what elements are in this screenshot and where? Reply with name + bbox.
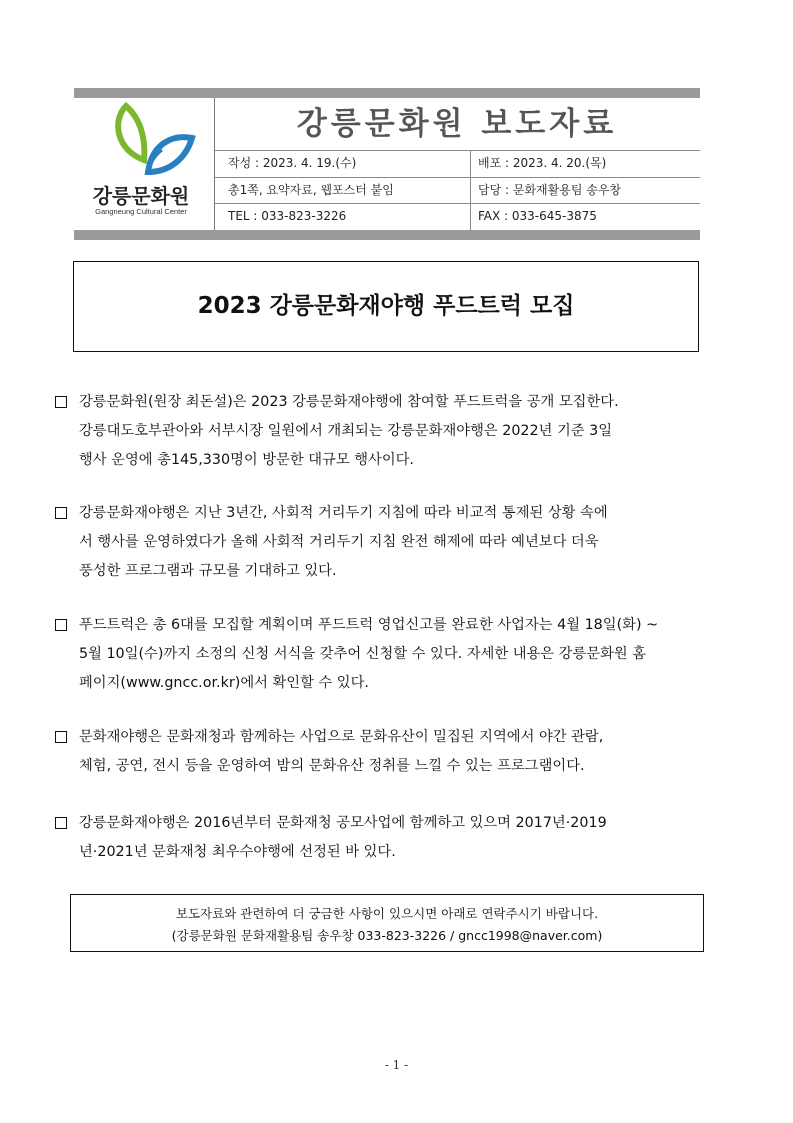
paragraph-line: 체험, 공연, 전시 등을 운영하여 밤의 문화유산 정취를 느낄 수 있는 프로그램이다. [79,758,585,774]
paragraph-line: 문화재야행은 문화재청과 함께하는 사업으로 문화유산이 밀집된 지역에서 야간 관람, [79,729,604,745]
header-top-bar [74,88,700,98]
bullet-box-icon [55,731,67,743]
tel: TEL : 033-823-3226 [228,209,347,223]
contact-line-1: 보도자료와 관련하여 더 궁금한 사항이 있으시면 아래로 연락주시기 바랍니다. [175,906,599,921]
bullet-box-icon [55,396,67,408]
page-title: 강릉문화원 보도자료 [296,106,618,142]
bullet-box-icon [55,817,67,829]
page-number: - 1 - [384,1058,409,1072]
release-date: 배포 : 2023. 4. 20.(목) [478,156,607,170]
paragraph-line: 년·2021년 문화재청 최우수야행에 선정된 바 있다. [79,844,396,860]
headline: 2023 강릉문화재야행 푸드트럭 모집 [197,293,575,319]
header-col-divider [470,150,471,230]
paragraph-line: 풍성한 프로그램과 규모를 기대하고 있다. [79,563,337,579]
bullet-box-icon [55,619,67,631]
paragraph-line: 강릉문화재야행은 2016년부터 문화재청 공모사업에 함께하고 있으며 2017년·2019 [79,815,607,831]
paragraph-line: 서 행사를 운영하였다가 올해 사회적 거리두기 지침 완전 해제에 따라 예년보다 더욱 [79,534,599,550]
contact-person: 담당 : 문화재활용팀 송우창 [478,183,621,197]
logo-name: 강릉문화원 [92,184,190,208]
logo-leaf-icon [74,98,204,188]
header-rule [214,177,700,178]
attachments: 총1쪽, 요약자료, 웹포스터 붙임 [228,183,394,197]
paragraph-line: 행사 운영에 총145,330명이 방문한 대규모 행사이다. [79,452,414,468]
paragraph-line: 페이지(www.gncc.or.kr)에서 확인할 수 있다. [79,675,369,691]
header-rule [214,150,700,151]
written-date: 작성 : 2023. 4. 19.(수) [228,156,357,170]
paragraph-line: 강릉대도호부관아와 서부시장 일원에서 개최되는 강릉문화재야행은 2022년 기준 3일 [79,423,613,439]
header-rule [214,203,700,204]
bullet-box-icon [55,507,67,519]
logo-subtitle: Gangneung Cultural Center [95,207,187,216]
paragraph-line: 5월 10일(수)까지 소정의 신청 서식을 갖추어 신청할 수 있다. 자세한 내용은 강릉문화원 홈 [79,646,647,662]
paragraph-line: 푸드트럭은 총 6대를 모집할 계획이며 푸드트럭 영업신고를 완료한 사업자는 4월 18일(화) ~ [79,617,659,633]
paragraph-line: 강릉문화재야행은 지난 3년간, 사회적 거리두기 지침에 따라 비교적 통제된 상황 속에 [79,505,608,521]
contact-line-2: (강릉문화원 문화재활용팀 송우창 033-823-3226 / gncc1998@naver.com) [171,928,603,943]
paragraph-line: 강릉문화원(원장 최돈설)은 2023 강릉문화재야행에 참여할 푸드트럭을 공개 모집한다. [79,394,619,410]
fax: FAX : 033-645-3875 [478,209,597,223]
header-bottom-bar [74,230,700,240]
